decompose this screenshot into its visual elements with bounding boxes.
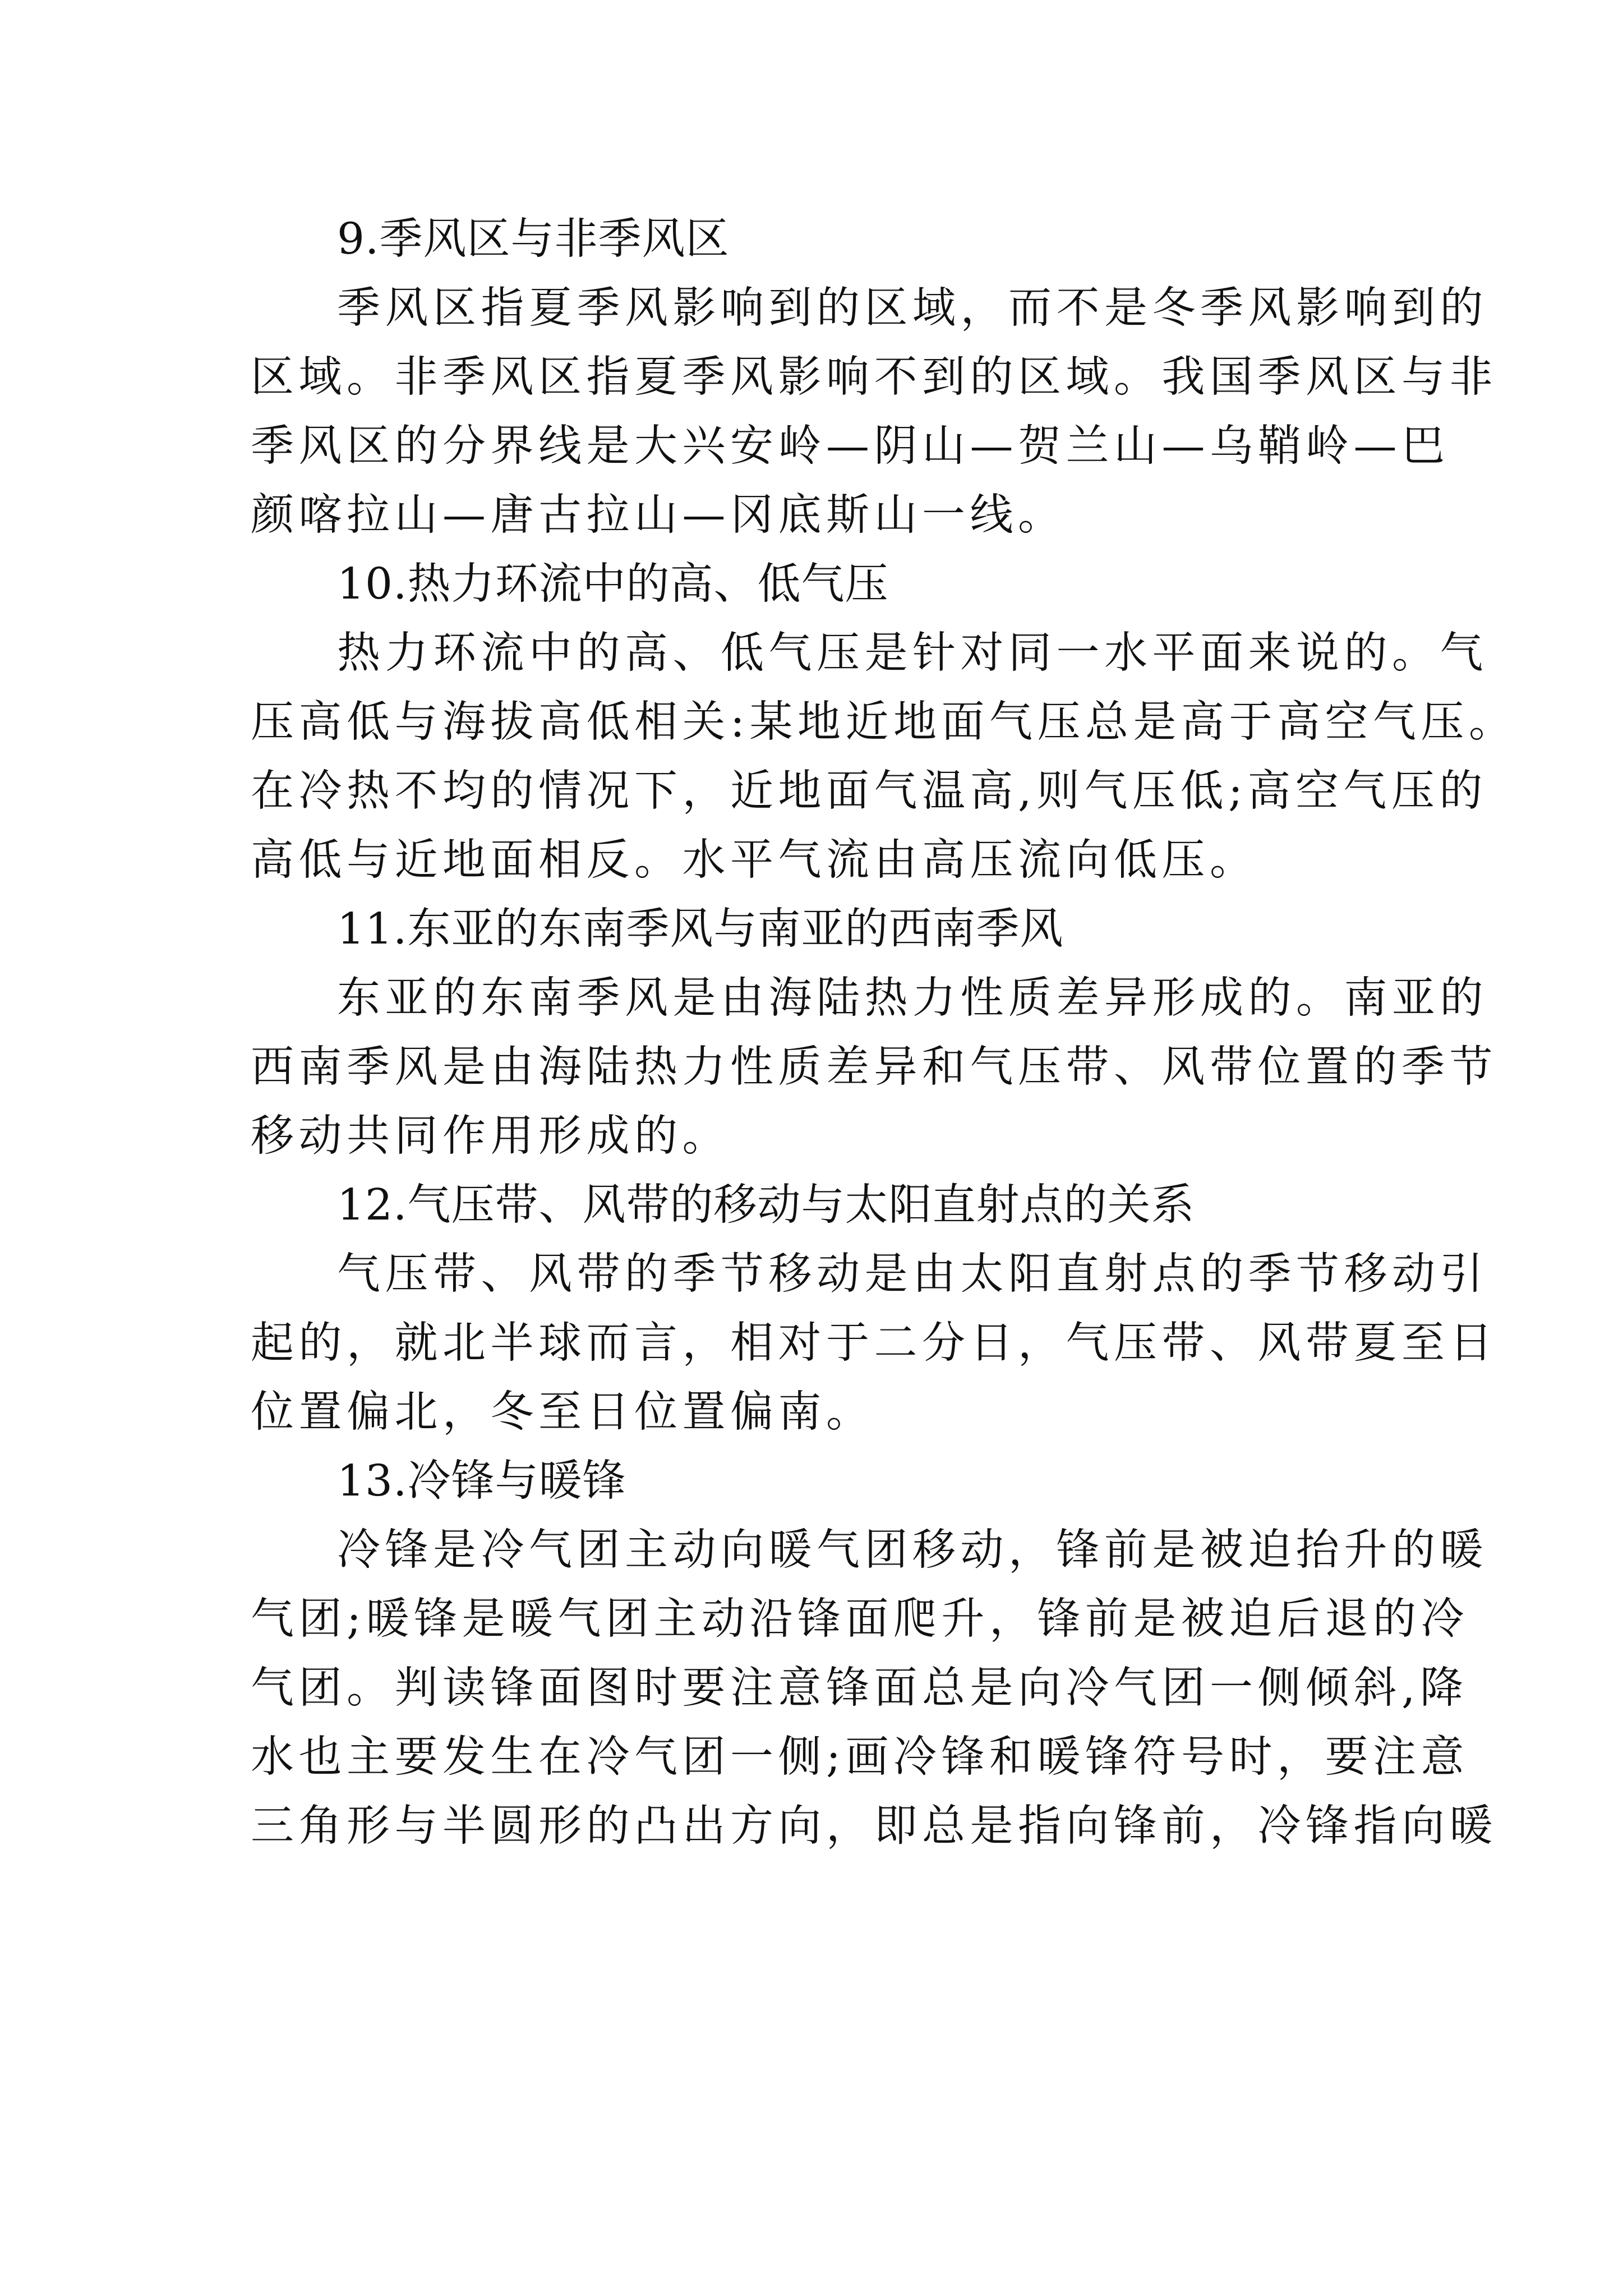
paragraph-line: 在冷热不均的情况下，近地面气温高,则气压低;高空气压的: [251, 766, 1487, 816]
paragraph-line: 气团。判读锋面图时要注意锋面总是向冷气团一侧倾斜,降: [251, 1663, 1468, 1713]
paragraph-line: 颜喀拉山—唐古拉山—冈底斯山一线。: [251, 490, 1066, 540]
paragraph-line: 西南季风是由海陆热力性质差异和气压带、风带位置的季节: [251, 1042, 1497, 1092]
paragraph-line: 起的，就北半球而言，相对于二分日，气压带、风带夏至日: [251, 1318, 1497, 1368]
paragraph-line: 季风区的分界线是大兴安岭—阴山—贺兰山—乌鞘岭—巴: [251, 421, 1450, 471]
section-heading: 10.热力环流中的高、低气压: [337, 559, 889, 609]
paragraph-line: 热力环流中的高、低气压是针对同一水平面来说的。气: [337, 628, 1488, 678]
document-content: [251, 205, 1517, 1861]
paragraph-line: 气压带、风带的季节移动是由太阳直射点的季节移动引: [337, 1249, 1488, 1299]
paragraph-line: 高低与近地面相反。水平气流由高压流向低压。: [251, 835, 1258, 885]
paragraph-line: 移动共同作用形成的。: [251, 1111, 730, 1161]
section-heading: 9.季风区与非季风区: [337, 214, 730, 264]
paragraph-line: 气团;暖锋是暖气团主动沿锋面爬升，锋前是被迫后退的冷: [251, 1594, 1469, 1644]
paragraph-line: 冷锋是冷气团主动向暖气团移动，锋前是被迫抬升的暖: [337, 1525, 1488, 1575]
paragraph-line: 东亚的东南季风是由海陆热力性质差异形成的。南亚的: [337, 973, 1488, 1023]
section-heading: 13.冷锋与暖锋: [337, 1456, 626, 1506]
section-heading: 12.气压带、风带的移动与太阳直射点的关系: [337, 1180, 1195, 1230]
paragraph-line: 压高低与海拔高低相关:某地近地面气压总是高于高空气压。: [251, 697, 1517, 747]
paragraph-line: 水也主要发生在冷气团一侧;画冷锋和暖锋符号时，要注意: [251, 1732, 1469, 1782]
paragraph-line: 三角形与半圆形的凸出方向，即总是指向锋前，冷锋指向暖: [251, 1801, 1497, 1851]
paragraph-line: 位置偏北，冬至日位置偏南。: [251, 1387, 874, 1437]
section-heading: 11.东亚的东南季风与南亚的西南季风: [337, 904, 1064, 954]
paragraph-line: 季风区指夏季风影响到的区域，而不是冬季风影响到的: [337, 283, 1488, 333]
paragraph-line: 区域。非季风区指夏季风影响不到的区域。我国季风区与非: [251, 352, 1497, 402]
